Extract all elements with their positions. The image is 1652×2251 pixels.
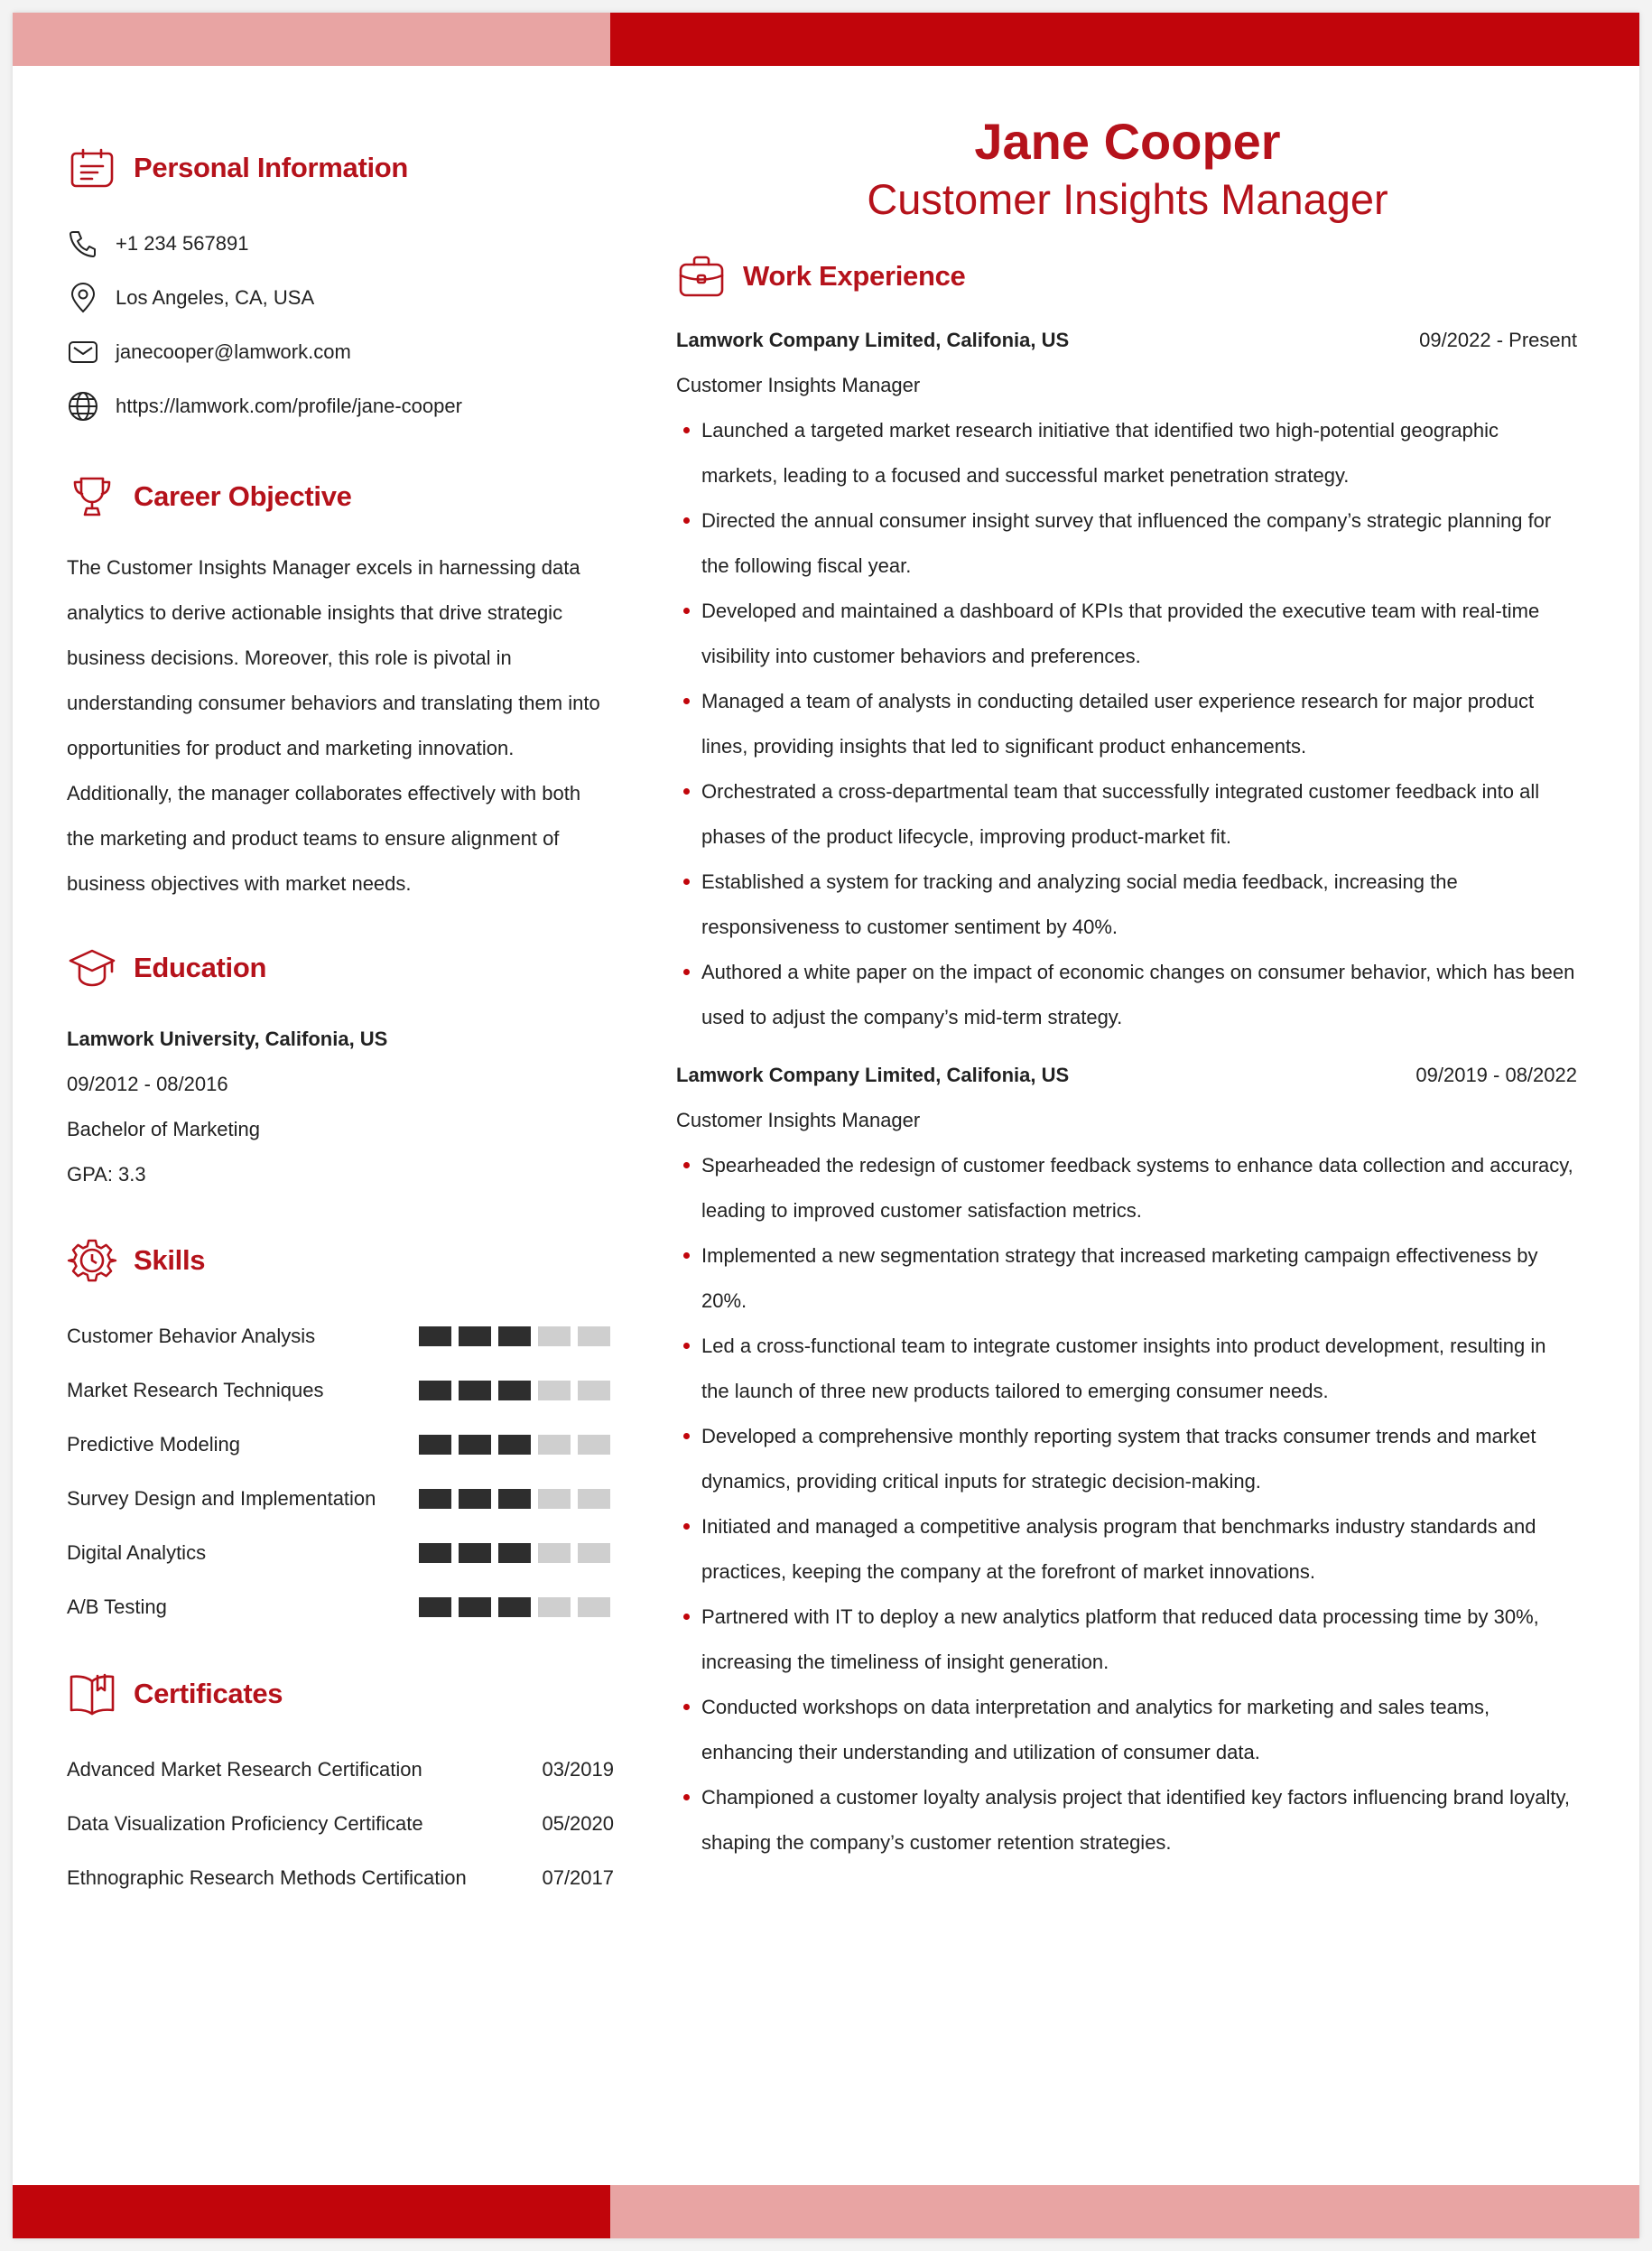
skill-level-empty [538, 1597, 571, 1617]
skill-row [67, 1526, 614, 1580]
certificates-list [67, 1743, 614, 1905]
job-position: Customer Insights Manager [676, 1109, 921, 1131]
certificate-name: Data Visualization Proficiency Certificate [67, 1812, 423, 1835]
degree: Bachelor of Marketing [67, 1118, 260, 1140]
certificates-header [67, 1665, 614, 1723]
skill-level-empty [578, 1435, 610, 1455]
right-column [676, 112, 1577, 1865]
skill-row [67, 1418, 614, 1472]
school-name: Lamwork University, Califonia, US [67, 1028, 388, 1050]
skill-name: Customer Behavior Analysis [67, 1325, 316, 1347]
job-bullet: Authored a white paper on the impact of economic changes on consumer behavior, which has been used to adjust the company’s mid-term strategy. [676, 950, 1577, 1040]
skill-level-empty [578, 1381, 610, 1400]
top-accent-bar-light [13, 13, 610, 66]
map-pin-icon [67, 282, 99, 314]
graduation-cap-icon [67, 943, 117, 993]
website-link[interactable]: https://lamwork.com/profile/jane-cooper [116, 395, 462, 417]
candidate-role: Customer Insights Manager [867, 175, 1388, 223]
skill-level-empty [538, 1326, 571, 1346]
skills-header [67, 1232, 614, 1289]
section-title: Education [134, 952, 267, 983]
job-position: Customer Insights Manager [676, 374, 921, 396]
job-dates: 09/2022 - Present [1419, 329, 1577, 351]
job-dates: 09/2019 - 08/2022 [1415, 1064, 1577, 1086]
skill-level-filled [498, 1435, 531, 1455]
education-dates: 09/2012 - 08/2016 [67, 1073, 228, 1095]
skill-level-filled [498, 1543, 531, 1563]
job-bullet: Initiated and managed a competitive analysis program that benchmarks industry standards and practices, keeping the company at the forefront of market innovations. [676, 1504, 1577, 1595]
job-bullet: Implemented a new segmentation strategy that increased marketing campaign effectiveness by 20%. [676, 1233, 1577, 1324]
job-bullet: Managed a team of analysts in conducting detailed user experience research for major product lines, providing insights that led to significant product enhancements. [676, 679, 1577, 769]
contact-phone [67, 217, 614, 271]
job-entry [676, 1053, 1577, 1865]
skill-level-empty [578, 1597, 610, 1617]
book-icon [67, 1669, 117, 1719]
gpa: GPA: 3.3 [67, 1163, 146, 1186]
phone-text: +1 234 567891 [116, 232, 249, 255]
skill-row [67, 1580, 614, 1634]
certificate-date: 03/2019 [542, 1758, 614, 1781]
contact-list [67, 217, 614, 433]
work-experience-header [676, 247, 1577, 305]
certificate-date: 07/2017 [542, 1866, 614, 1889]
mail-icon [67, 336, 99, 368]
career-objective-header [67, 468, 614, 526]
job-bullets [676, 1143, 1577, 1865]
skills-list [67, 1309, 614, 1634]
skill-name: Predictive Modeling [67, 1433, 240, 1456]
contact-website [67, 379, 614, 433]
globe-icon [67, 390, 99, 423]
skill-level-filled [459, 1326, 491, 1346]
location-text: Los Angeles, CA, USA [116, 286, 315, 309]
certificate-name: Ethnographic Research Methods Certification [67, 1866, 467, 1889]
certificate-date: 05/2020 [542, 1812, 614, 1835]
skill-level-filled [459, 1597, 491, 1617]
skill-level-empty [538, 1435, 571, 1455]
skill-level-empty [578, 1326, 610, 1346]
bottom-accent-bar-dark [13, 2185, 610, 2238]
skill-level-empty [538, 1489, 571, 1509]
skill-name: Digital Analytics [67, 1541, 207, 1564]
company-name: Lamwork Company Limited, Califonia, US [676, 329, 1070, 351]
skill-level-filled [459, 1381, 491, 1400]
certificate-row [67, 1797, 614, 1851]
skill-level-filled [498, 1381, 531, 1400]
section-title: Career Objective [134, 480, 352, 512]
skill-level-filled [419, 1326, 451, 1346]
skill-level-filled [419, 1435, 451, 1455]
job-bullet: Developed and maintained a dashboard of KPIs that provided the executive team with real-time visibility into customer behaviors and preferences. [676, 589, 1577, 679]
skill-name: Survey Design and Implementation [67, 1487, 376, 1510]
job-bullet: Led a cross-functional team to integrate customer insights into product development, resulting in the launch of three new products tailored to emerging consumer needs. [676, 1324, 1577, 1414]
job-bullet: Launched a targeted market research initiative that identified two high-potential geographic markets, leading to a focused and successful market penetration strategy. [676, 408, 1577, 498]
phone-icon [67, 228, 99, 260]
skill-level-meter [419, 1435, 617, 1455]
id-card-icon [67, 143, 117, 193]
skill-row [67, 1472, 614, 1526]
certificate-row [67, 1743, 614, 1797]
skill-level-meter [419, 1489, 617, 1509]
candidate-name: Jane Cooper [974, 113, 1281, 170]
contact-email [67, 325, 614, 379]
gear-icon [67, 1235, 117, 1286]
top-accent-bar-dark [610, 13, 1639, 66]
email-link[interactable]: janecooper@lamwork.com [116, 340, 351, 363]
skill-level-filled [498, 1489, 531, 1509]
skill-level-filled [419, 1489, 451, 1509]
skill-level-meter [419, 1597, 617, 1617]
company-name: Lamwork Company Limited, Califonia, US [676, 1064, 1070, 1086]
skill-level-filled [419, 1543, 451, 1563]
job-bullet: Orchestrated a cross-departmental team that successfully integrated customer feedback into all phases of the product lifecycle, improving product-market fit. [676, 769, 1577, 860]
section-title: Work Experience [743, 260, 966, 292]
left-column [67, 139, 614, 1905]
trophy-icon [67, 471, 117, 522]
job-bullet: Conducted workshops on data interpretation and analytics for marketing and sales teams, enhancing their understanding and utilization of consumer data. [676, 1685, 1577, 1775]
work-experience-list [676, 318, 1577, 1865]
contact-location [67, 271, 614, 325]
personal-info-header [67, 139, 614, 197]
job-bullet: Championed a customer loyalty analysis project that identified key factors influencing brand loyalty, shaping the company’s customer retention strategies. [676, 1775, 1577, 1865]
skill-level-filled [459, 1489, 491, 1509]
resume-page [13, 13, 1639, 2238]
skill-level-meter [419, 1543, 617, 1563]
skill-level-filled [498, 1597, 531, 1617]
education-header [67, 939, 614, 997]
skill-row [67, 1309, 614, 1363]
education-entry [67, 1017, 614, 1197]
certificate-name: Advanced Market Research Certification [67, 1758, 422, 1781]
job-bullet: Directed the annual consumer insight survey that influenced the company’s strategic planning for the following fiscal year. [676, 498, 1577, 589]
section-title: Skills [134, 1244, 206, 1276]
skill-level-empty [578, 1489, 610, 1509]
job-bullets [676, 408, 1577, 1040]
skill-level-filled [419, 1381, 451, 1400]
skill-level-filled [459, 1543, 491, 1563]
skill-row [67, 1363, 614, 1418]
job-header [676, 318, 1577, 363]
skill-level-filled [419, 1597, 451, 1617]
skill-level-meter [419, 1381, 617, 1400]
career-objective-text: The Customer Insights Manager excels in harnessing data analytics to derive actionable insights that drive strategic business decisions. Moreover, this role is pivotal in understanding consumer behaviors and translating them into opportunities for product and marketing innovation. Additionally, the manager collaborates effectively with both the marketing and product teams to ensure alignment of business objectives with market needs. [67, 556, 600, 895]
job-bullet: Spearheaded the redesign of customer feedback systems to enhance data collection and accuracy, leading to improved customer satisfaction metrics. [676, 1143, 1577, 1233]
job-bullet: Partnered with IT to deploy a new analytics platform that reduced data processing time by 30%, increasing the timeliness of insight generation. [676, 1595, 1577, 1685]
skill-level-meter [419, 1326, 617, 1346]
skill-level-empty [578, 1543, 610, 1563]
job-header [676, 1053, 1577, 1098]
skill-level-empty [538, 1381, 571, 1400]
skill-level-filled [498, 1326, 531, 1346]
job-bullet: Developed a comprehensive monthly reporting system that tracks consumer trends and market dynamics, providing critical inputs for strategic decision-making. [676, 1414, 1577, 1504]
certificate-row [67, 1851, 614, 1905]
bottom-accent-bar-light [610, 2185, 1639, 2238]
skill-level-filled [459, 1435, 491, 1455]
skill-name: A/B Testing [67, 1595, 167, 1618]
job-bullet: Established a system for tracking and analyzing social media feedback, increasing the responsiveness to customer sentiment by 40%. [676, 860, 1577, 950]
section-title: Certificates [134, 1678, 283, 1709]
skill-level-empty [538, 1543, 571, 1563]
section-title: Personal Information [134, 152, 409, 183]
briefcase-icon [676, 251, 727, 302]
job-entry [676, 318, 1577, 1040]
skill-name: Market Research Techniques [67, 1379, 324, 1401]
